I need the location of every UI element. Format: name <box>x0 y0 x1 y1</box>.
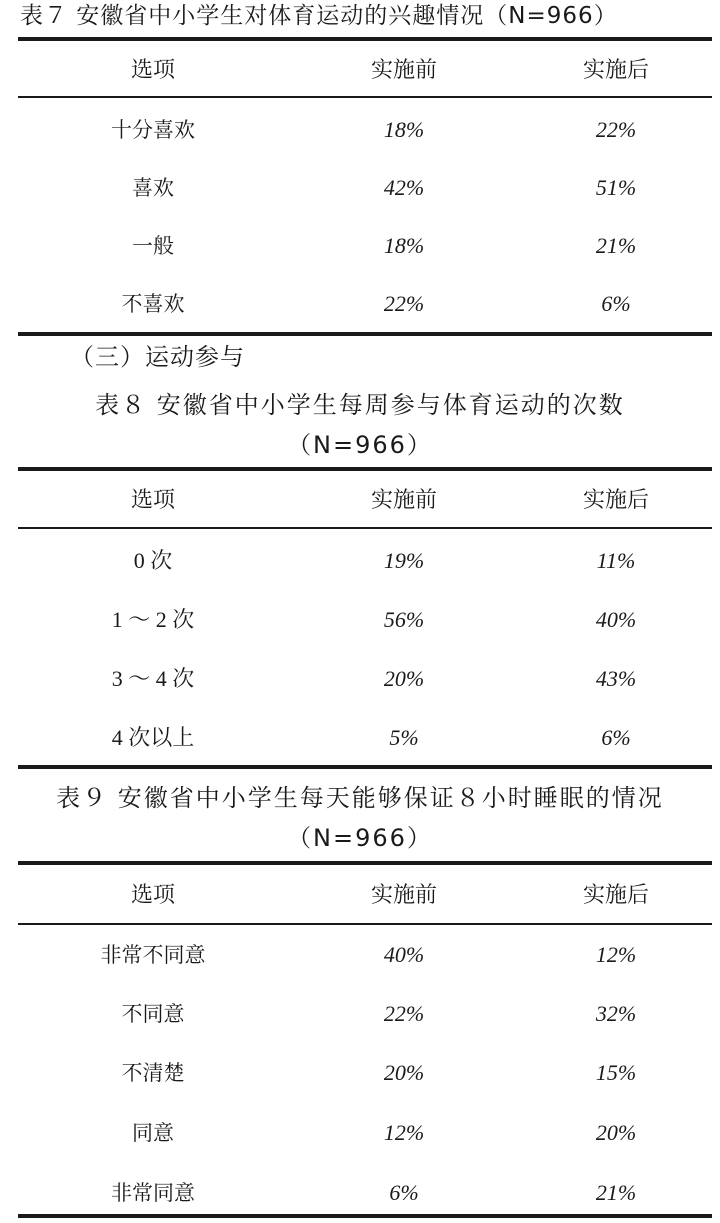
table-9-bottom-rule <box>18 1214 712 1218</box>
table-row <box>18 708 712 768</box>
row-label: 1 ～ 2 次 <box>111 607 195 632</box>
row-label: 不喜欢 <box>121 292 185 316</box>
table-8-caption-line1: 表８ 安徽省中小学生每周参与体育运动的次数 <box>95 391 625 419</box>
row-after: 22% <box>595 117 637 142</box>
table-row <box>18 216 712 276</box>
section-heading: （三）运动参与 <box>70 343 245 371</box>
table-row <box>18 1043 712 1103</box>
header-before: 实施前 <box>370 488 437 513</box>
row-after: 43% <box>595 666 637 691</box>
row-label: 不同意 <box>121 1002 185 1026</box>
table-7-header-rule <box>18 96 712 98</box>
table-header-row <box>18 41 712 101</box>
table-header-row <box>18 471 712 531</box>
table-8-caption-line2: （N=966） <box>287 431 433 459</box>
row-after: 6% <box>601 725 631 750</box>
table-8-bottom-rule <box>18 765 712 769</box>
row-before: 20% <box>383 1060 425 1085</box>
table-9-top-rule <box>18 861 712 865</box>
header-after: 实施后 <box>582 883 649 908</box>
row-before: 42% <box>383 175 425 200</box>
row-after: 15% <box>595 1060 637 1085</box>
row-before: 22% <box>383 291 425 316</box>
row-after: 32% <box>595 1001 637 1026</box>
table-row <box>18 531 712 591</box>
row-label: 非常同意 <box>111 1181 195 1205</box>
row-before: 19% <box>383 548 425 573</box>
row-before: 6% <box>389 1180 419 1205</box>
row-before: 12% <box>383 1120 425 1145</box>
row-label: 十分喜欢 <box>111 118 195 142</box>
row-after: 20% <box>595 1120 637 1145</box>
table-row <box>18 925 712 985</box>
row-before: 22% <box>383 1001 425 1026</box>
row-after: 12% <box>595 942 637 967</box>
row-after: 21% <box>595 233 637 258</box>
row-label: 非常不同意 <box>100 943 206 967</box>
table-7-caption: 表７ 安徽省中小学生对体育运动的兴趣情况（N=966） <box>20 3 618 29</box>
row-after: 51% <box>595 175 637 200</box>
row-label: 0 次 <box>133 548 173 573</box>
table-row <box>18 100 712 160</box>
row-label: 4 次以上 <box>111 725 195 750</box>
row-label: 同意 <box>132 1121 174 1145</box>
row-after: 6% <box>601 291 631 316</box>
table-9-caption-line2: （N=966） <box>287 824 433 852</box>
row-before: 40% <box>383 942 425 967</box>
header-before: 实施前 <box>370 883 437 908</box>
row-label: 一般 <box>132 234 174 258</box>
table-row <box>18 158 712 218</box>
header-option: 选项 <box>130 488 175 513</box>
row-before: 56% <box>383 607 425 632</box>
header-option: 选项 <box>130 58 175 83</box>
row-label: 不清楚 <box>121 1061 185 1085</box>
table-8-header-rule <box>18 527 712 529</box>
row-before: 5% <box>389 725 419 750</box>
row-label: 3 ～ 4 次 <box>111 666 195 691</box>
header-before: 实施前 <box>370 58 437 83</box>
row-label: 喜欢 <box>132 176 174 200</box>
table-row <box>18 274 712 334</box>
table-row <box>18 1103 712 1163</box>
table-9-caption-line1: 表９ 安徽省中小学生每天能够保证８小时睡眠的情况 <box>56 784 664 812</box>
row-before: 18% <box>383 233 425 258</box>
header-after: 实施后 <box>582 488 649 513</box>
row-after: 40% <box>595 607 637 632</box>
row-after: 21% <box>595 1180 637 1205</box>
row-before: 20% <box>383 666 425 691</box>
table-7-bottom-rule <box>18 332 712 336</box>
header-after: 实施后 <box>582 58 649 83</box>
table-row <box>18 649 712 709</box>
row-before: 18% <box>383 117 425 142</box>
row-after: 11% <box>596 548 636 573</box>
table-row <box>18 984 712 1044</box>
table-row <box>18 590 712 650</box>
table-header-row <box>18 866 712 926</box>
header-option: 选项 <box>130 883 175 908</box>
